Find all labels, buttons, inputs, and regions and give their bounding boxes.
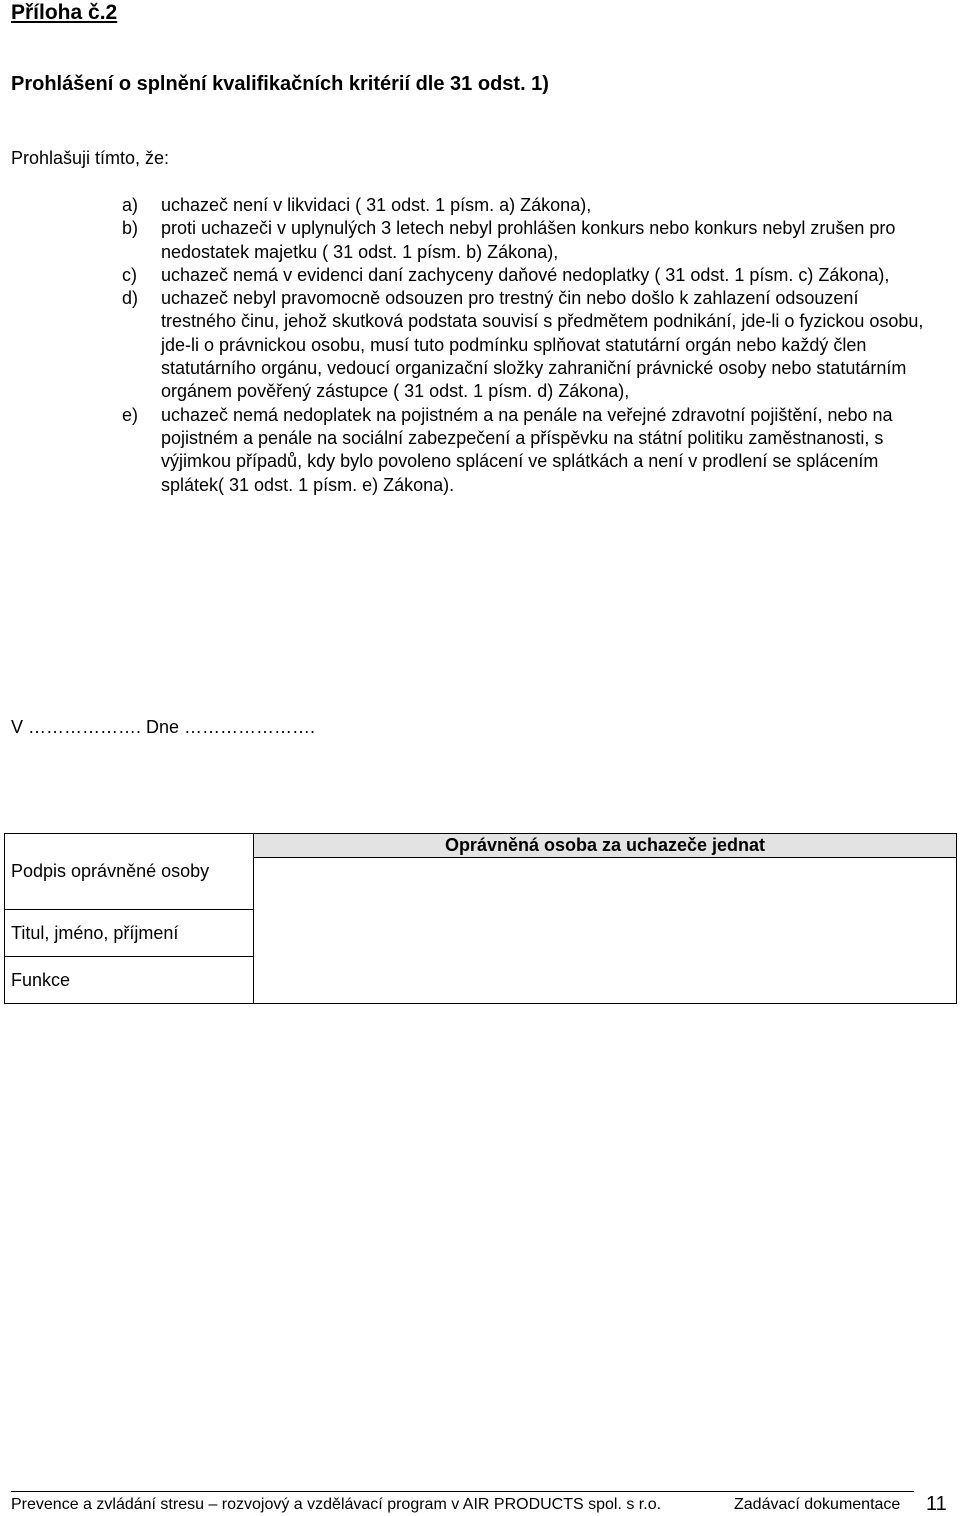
function-label-cell [5,957,254,1004]
authorized-person-header: Oprávněná osoba za uchazeče jednat [254,834,957,858]
signature-table [4,833,957,1004]
condition-item-b [122,217,934,264]
name-label-cell [5,910,254,957]
condition-text: uchazeč nebyl pravomocně odsouzen pro trestný čin nebo došlo k zahlazení odsouzení trestného činu, jehož skutková podstata souvisí s předmětem podnikání, jde-li o fyzickou osobu, jde-li o právnickou osobu, musí tuto podmínku splňovat statutární orgán nebo každý člen statutárního orgánu, vedoucí organizační složky zahraniční právnické osoby nebo statutárním orgánem pověřený zástupce ( 31 odst. 1 písm. d) Zákona), [161,288,924,402]
function-label: Funkce [11,969,71,990]
condition-text: proti uchazeči v uplynulých 3 letech nebyl prohlášen konkurs nebo konkurs nebyl zrušen pro nedostatek majetku ( 31 odst. 1 písm. b) Zákona), [161,218,896,262]
annex-label: Příloha č.2 [11,1,118,24]
signature-label: Podpis oprávněné osoby [11,861,210,881]
condition-item-c [122,264,934,287]
condition-marker: d) [122,288,139,309]
declaration-intro: Prohlašuji tímto, že: [11,148,170,168]
signature-entry-field[interactable] [254,858,957,1004]
condition-marker: b) [122,218,139,239]
condition-item-d [122,287,934,403]
signature-label-cell [5,834,254,910]
condition-marker: c) [122,264,137,285]
footer-document-type: Zadávací dokumentace [734,1496,901,1513]
condition-text: uchazeč nemá nedoplatek na pojistném a na penále na veřejné zdravotní pojištění, nebo na pojistném a penále na sociální zabezpečení a příspěvku na státní politiku zaměstnanosti, s výjimkou případů, kdy bylo povoleno splácení ve splátkách a není v prodlení se splácením splátek( 31 odst. 1 písm. e) Zákona). [161,404,893,495]
footer-program-name: Prevence a zvládání stresu – rozvojový a vzdělávací program v AIR PRODUCTS spol. s r.o. [11,1496,662,1513]
condition-text: uchazeč není v likvidaci ( 31 odst. 1 písm. a) Zákona), [161,195,592,215]
page-number: 11 [926,1493,947,1515]
condition-item-e [122,404,934,497]
condition-item-a [122,194,934,217]
qualification-conditions-list [122,194,934,497]
condition-marker: a) [122,195,139,215]
name-label: Titul, jméno, příjmení [11,922,179,943]
place-and-date-line: V ………………. Dne …………………. [11,717,316,737]
document-title: Prohlášení o splnění kvalifikačních kritérií dle 31 odst. 1) [11,73,549,95]
condition-marker: e) [122,404,139,425]
footer-divider [11,1491,914,1492]
condition-text: uchazeč nemá v evidenci daní zachyceny daňové nedoplatky ( 31 odst. 1 písm. c) Zákona), [161,264,890,285]
